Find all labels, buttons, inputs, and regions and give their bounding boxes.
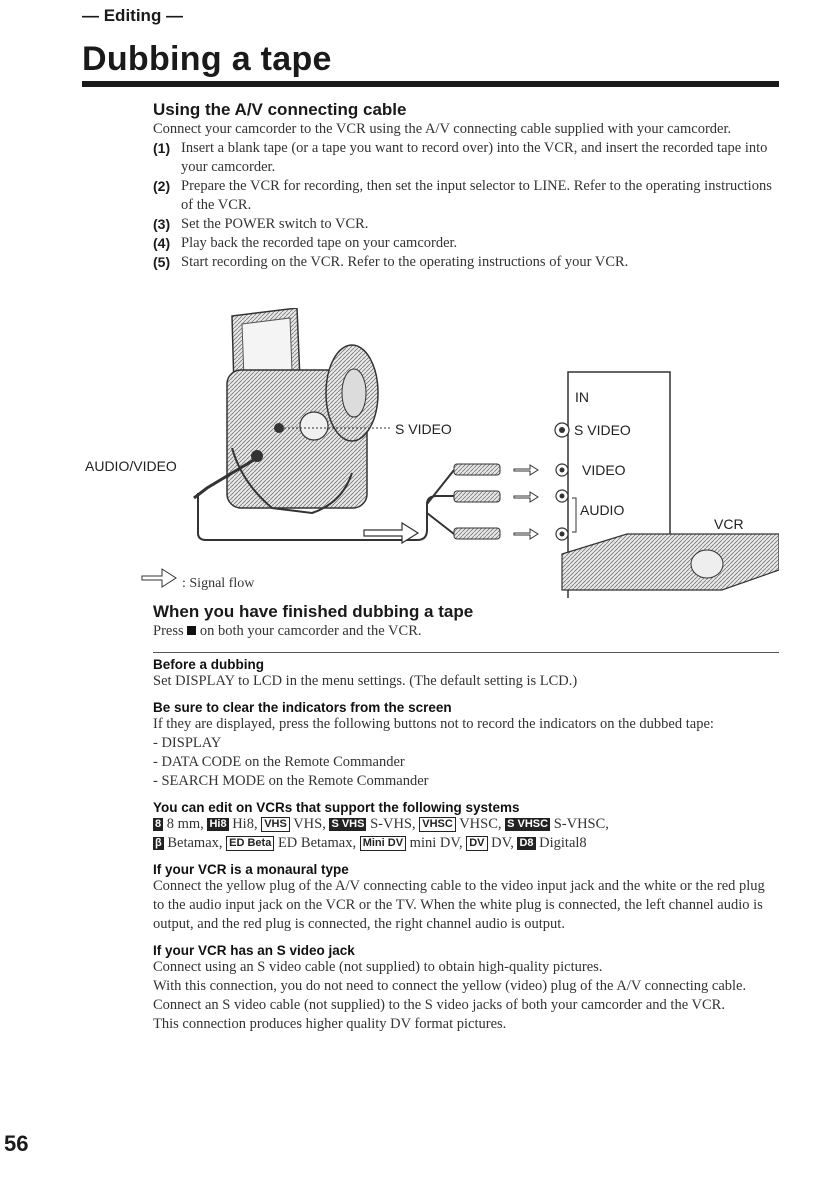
step-1: [153, 139, 779, 177]
lcd-panel: [242, 318, 292, 378]
vcr-knob: [691, 550, 723, 578]
note-clear-item: - SEARCH MODE on the Remote Commander: [153, 773, 429, 789]
svhsc-logo: S VHSC: [507, 818, 549, 830]
audio-jack-l-center: [560, 494, 565, 499]
steps-list: [153, 139, 779, 272]
note-systems: [153, 800, 779, 853]
note-clear-item: - DATA CODE on the Remote Commander: [153, 754, 405, 770]
note-before-text: Set DISPLAY to LCD in the menu settings. (The default setting is LCD.): [153, 673, 578, 689]
note-svideo-p2: With this connection, you do not need to connect the yellow (video) plug of the A/V connecting cable.: [153, 978, 747, 994]
video-jack-center: [560, 468, 565, 473]
hi8-logo: Hi8: [209, 818, 227, 830]
vhsc-logo: VHSC: [419, 817, 456, 832]
av-intro: Connect your camcorder to the VCR using the A/V connecting cable supplied with your camcorder.: [153, 121, 732, 137]
step-number: (5): [153, 254, 171, 270]
notes-section: [153, 657, 779, 1034]
note-svideo-heading: If your VCR has an S video jack: [153, 943, 355, 958]
s-video-label-cam: S VIDEO: [395, 421, 452, 437]
system-hi8: Hi8,: [232, 816, 258, 832]
vcr-illustration: [562, 534, 779, 590]
step-number: (2): [153, 178, 171, 194]
video-label: VIDEO: [582, 462, 626, 478]
mini-dv-logo: Mini DV: [360, 836, 406, 851]
system-vhsc: VHSC,: [459, 816, 502, 832]
step-text: Start recording on the VCR. Refer to the operating instructions of your VCR.: [181, 254, 629, 270]
system-ed-betamax: ED Betamax,: [277, 835, 357, 851]
vcr-label: VCR: [714, 516, 744, 532]
note-before-heading: Before a dubbing: [153, 657, 264, 672]
vhs-logo: VHS: [261, 817, 290, 832]
av-section: [153, 100, 779, 272]
finished-section: [153, 602, 779, 641]
video-plug: [454, 464, 500, 475]
note-systems-heading: You can edit on VCRs that support the following systems: [153, 800, 520, 815]
page-title: Dubbing a tape: [82, 40, 332, 78]
finished-text: [153, 622, 779, 641]
system-mini-dv: mini DV,: [409, 835, 463, 851]
note-svideo-p3: Connect an S video cable (not supplied) to the S video jacks of both your camcorder and the VCR.: [153, 997, 725, 1013]
betamax-logo: β: [155, 837, 162, 849]
note-svideo: [153, 943, 779, 1034]
8mm-logo: 8: [155, 818, 162, 830]
audio-plug-white: [454, 491, 500, 502]
step-text: Play back the recorded tape on your camcorder.: [181, 235, 458, 251]
finished-rest: on both your camcorder and the VCR.: [199, 623, 422, 639]
in-label: IN: [575, 389, 589, 405]
step-3: [153, 215, 779, 234]
note-monaural-text: Connect the yellow plug of the A/V connecting cable to the video input jack and the white or the red plug to the audio input jack on the VCR or the TV. When the white plug is connected, the left channel audio is output, and the red plug is connected, the right channel audio is output.: [153, 878, 765, 932]
audio-video-label: AUDIO/VIDEO: [85, 458, 177, 474]
note-svideo-p1: Connect using an S video cable (not supplied) to obtain high-quality pictures.: [153, 959, 603, 975]
notes-rule: [153, 652, 779, 653]
audio-plug-red: [454, 528, 500, 539]
av-heading: Using the A/V connecting cable: [153, 100, 407, 119]
mode-dial: [300, 412, 328, 440]
digital8-logo: D8: [519, 837, 534, 849]
note-before: [153, 657, 779, 691]
lens-glass: [342, 369, 366, 417]
note-clear-text: If they are displayed, press the following buttons not to record the indicators on the dubbed tape:: [153, 716, 714, 732]
title-rule: [82, 81, 779, 87]
step-text: Insert a blank tape (or a tape you want to record over) into the VCR, and insert the recorded tape into your camcorder.: [181, 140, 768, 175]
note-clear-item: - DISPLAY: [153, 735, 222, 751]
s-video-label-vcr: S VIDEO: [574, 422, 631, 438]
dv-logo: DV: [466, 836, 487, 851]
signal-flow-icon: [142, 569, 176, 587]
legend-text: : Signal flow: [182, 576, 255, 591]
step-number: (4): [153, 235, 171, 251]
s-video-jack: [274, 423, 284, 433]
section-label: — Editing —: [82, 6, 184, 25]
step-2: [153, 177, 779, 215]
audio-jack-r-center: [560, 532, 565, 537]
system-vhs: VHS,: [293, 816, 326, 832]
step-number: (1): [153, 140, 171, 156]
svhs-logo: S VHS: [331, 818, 365, 830]
step-4: [153, 234, 779, 253]
stop-icon: [187, 626, 196, 635]
system-dv: DV,: [491, 835, 514, 851]
camcorder-illustration: [227, 308, 378, 513]
ed-betamax-logo: ED Beta: [226, 836, 274, 851]
step-5: [153, 253, 779, 272]
system-betamax: Betamax,: [167, 835, 223, 851]
note-svideo-p4: This connection produces higher quality DV format pictures.: [153, 1016, 507, 1032]
note-monaural-heading: If your VCR is a monaural type: [153, 862, 349, 877]
connection-diagram: [82, 308, 779, 598]
system-svhs: S-VHS,: [370, 816, 416, 832]
cable-branch-top: [427, 470, 454, 504]
note-clear: [153, 700, 779, 791]
s-video-jack-vcr-center: [559, 427, 565, 433]
note-monaural: [153, 862, 779, 934]
audio-bracket: [572, 498, 576, 532]
step-number: (3): [153, 216, 171, 232]
systems-line-1: [153, 815, 779, 834]
system-8mm: 8 mm,: [166, 816, 204, 832]
finished-heading: When you have finished dubbing a tape: [153, 602, 474, 621]
system-svhsc: S-VHSC,: [553, 816, 609, 832]
cable-branch-bottom: [427, 513, 454, 534]
note-clear-heading: Be sure to clear the indicators from the screen: [153, 700, 452, 715]
system-digital8: Digital8: [539, 835, 587, 851]
step-text: Prepare the VCR for recording, then set the input selector to LINE. Refer to the operating instructions of the VCR.: [181, 178, 772, 213]
page-number: 56: [4, 1131, 29, 1156]
press-word: Press: [153, 623, 184, 639]
audio-label: AUDIO: [580, 502, 625, 518]
step-text: Set the POWER switch to VCR.: [181, 216, 369, 232]
systems-line-2: [153, 834, 779, 853]
